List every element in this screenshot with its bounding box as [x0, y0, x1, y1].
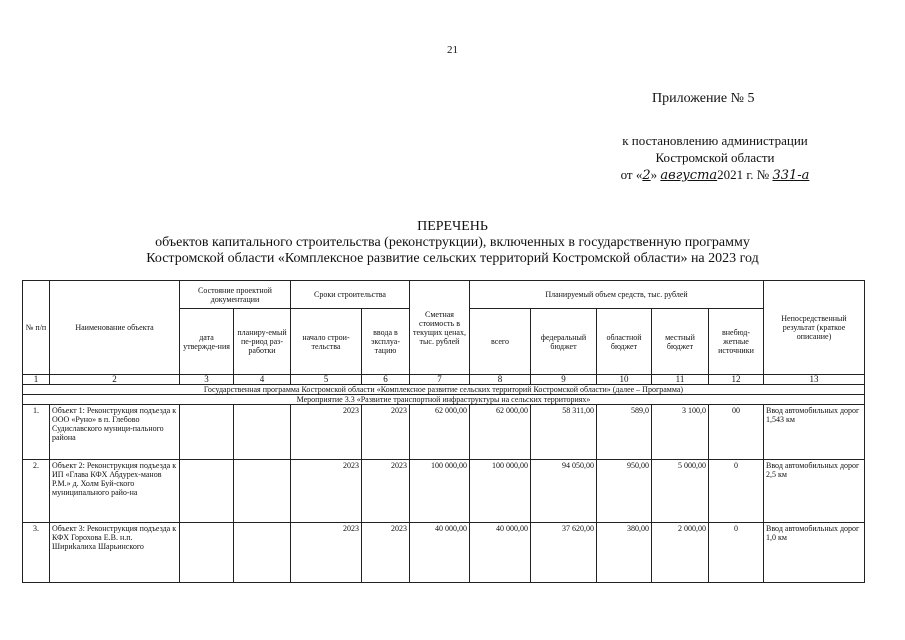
row-planned	[234, 523, 291, 583]
row-total: 40 000,00	[470, 523, 531, 583]
col-number: 6	[362, 375, 410, 385]
header-row-1	[23, 281, 865, 309]
row-total: 100 000,00	[470, 460, 531, 523]
decree-line-1: к постановлению администрации	[622, 133, 808, 148]
title-line-3: Костромской области «Комплексное развитие сельских территорий Костромской области» на 2023 год	[146, 251, 759, 266]
decree-line-2: Костромской области	[655, 150, 775, 165]
header-docs-planned: планиру-емый пе-риод раз-работки	[234, 309, 291, 375]
col-number: 11	[652, 375, 709, 385]
decree-reference	[560, 132, 870, 184]
row-name: Объект 2: Реконструкция подъезда к ИП «Глава КФХ Абдурех-манов Р.М.» д. Холм Буй-ского муниципального райо-на	[50, 460, 180, 523]
date-mid: »	[650, 167, 658, 182]
table-row	[23, 405, 865, 460]
row-commission: 2023	[362, 523, 410, 583]
row-federal: 94 050,00	[531, 460, 597, 523]
appendix-label: Приложение № 5	[652, 91, 755, 106]
row-extra: 00	[709, 405, 764, 460]
header-terms-commission: ввода в эксплуа-тацию	[362, 309, 410, 375]
title-line-2: объектов капитального строительства (реконструкции), включенных в государственную программу	[155, 235, 750, 250]
col-number: 7	[410, 375, 470, 385]
row-extra: 0	[709, 460, 764, 523]
date-prefix: от «	[620, 167, 643, 182]
row-local: 2 000,00	[652, 523, 709, 583]
row-planned	[234, 460, 291, 523]
col-number: 13	[764, 375, 865, 385]
header-funding: Планируемый объем средств, тыс. рублей	[470, 281, 764, 309]
row-approval	[180, 460, 234, 523]
measure-title: Мероприятие 3.3 «Развитие транспортной инфраструктуры на сельских территориях»	[23, 395, 865, 405]
date-month: августа	[660, 168, 718, 183]
row-total: 62 000,00	[470, 405, 531, 460]
date-day: 2	[642, 168, 651, 183]
row-regional: 950,00	[597, 460, 652, 523]
row-cost: 100 000,00	[410, 460, 470, 523]
header-result: Непосредственный результат (краткое описание)	[764, 281, 865, 375]
row-local: 3 100,0	[652, 405, 709, 460]
col-number: 4	[234, 375, 291, 385]
header-fund-extra: внебюд-жетные источники	[709, 309, 764, 375]
row-num: 1.	[23, 405, 50, 460]
measure-row	[23, 395, 865, 405]
table-row	[23, 523, 865, 583]
row-start: 2023	[291, 405, 362, 460]
row-approval	[180, 523, 234, 583]
row-extra: 0	[709, 523, 764, 583]
page-number: 21	[447, 44, 458, 56]
row-commission: 2023	[362, 460, 410, 523]
header-fund-local: местный бюджет	[652, 309, 709, 375]
header-name: Наименование объекта	[50, 281, 180, 375]
row-num: 3.	[23, 523, 50, 583]
col-number: 10	[597, 375, 652, 385]
date-year: 2021 г. №	[717, 167, 770, 182]
decree-date-line	[560, 166, 870, 184]
date-number: 331-а	[772, 168, 810, 183]
header-terms: Сроки строительства	[291, 281, 410, 309]
col-number: 8	[470, 375, 531, 385]
program-title: Государственная программа Костромской области «Комплексное развитие сельских территорий Костромской области» (далее – Программа)	[23, 385, 865, 395]
header-cost: Сметная стоимость в текущих ценах, тыс. рублей	[410, 281, 470, 375]
row-local: 5 000,00	[652, 460, 709, 523]
row-regional: 589,0	[597, 405, 652, 460]
header-fund-total: всего	[470, 309, 531, 375]
col-number: 12	[709, 375, 764, 385]
row-approval	[180, 405, 234, 460]
row-cost: 62 000,00	[410, 405, 470, 460]
table-row	[23, 460, 865, 523]
row-federal: 58 311,00	[531, 405, 597, 460]
column-numbers-row	[23, 375, 865, 385]
row-start: 2023	[291, 460, 362, 523]
row-cost: 40 000,00	[410, 523, 470, 583]
program-row	[23, 385, 865, 395]
row-result: Ввод автомобильных дорог 2,5 км	[764, 460, 865, 523]
col-number: 9	[531, 375, 597, 385]
header-num: № п/п	[23, 281, 50, 375]
header-terms-start: начало строи-тельства	[291, 309, 362, 375]
col-number: 3	[180, 375, 234, 385]
row-name: Объект 3: Реконструкция подъезда к КФХ Горохова Е.В. н.п. Шириkалиха Шарьинского	[50, 523, 180, 583]
col-number: 2	[50, 375, 180, 385]
header-fund-regional: областной бюджет	[597, 309, 652, 375]
title-line-1: ПЕРЕЧЕНЬ	[417, 219, 488, 234]
header-docs-approval: дата утвержде-ния	[180, 309, 234, 375]
row-name: Объект 1: Реконструкция подъезда к ООО «Руно» в п. Глебово Судиславского муници-пального района	[50, 405, 180, 460]
row-commission: 2023	[362, 405, 410, 460]
row-federal: 37 620,00	[531, 523, 597, 583]
row-result: Ввод автомобильных дорог 1,0 км	[764, 523, 865, 583]
col-number: 1	[23, 375, 50, 385]
row-start: 2023	[291, 523, 362, 583]
col-number: 5	[291, 375, 362, 385]
row-result: Ввод автомобильных дорог 1,543 км	[764, 405, 865, 460]
header-docs: Состояние проектной документации	[180, 281, 291, 309]
header-fund-federal: федеральный бюджет	[531, 309, 597, 375]
objects-table	[22, 280, 865, 583]
row-regional: 380,00	[597, 523, 652, 583]
row-num: 2.	[23, 460, 50, 523]
document-title	[0, 219, 905, 267]
row-planned	[234, 405, 291, 460]
